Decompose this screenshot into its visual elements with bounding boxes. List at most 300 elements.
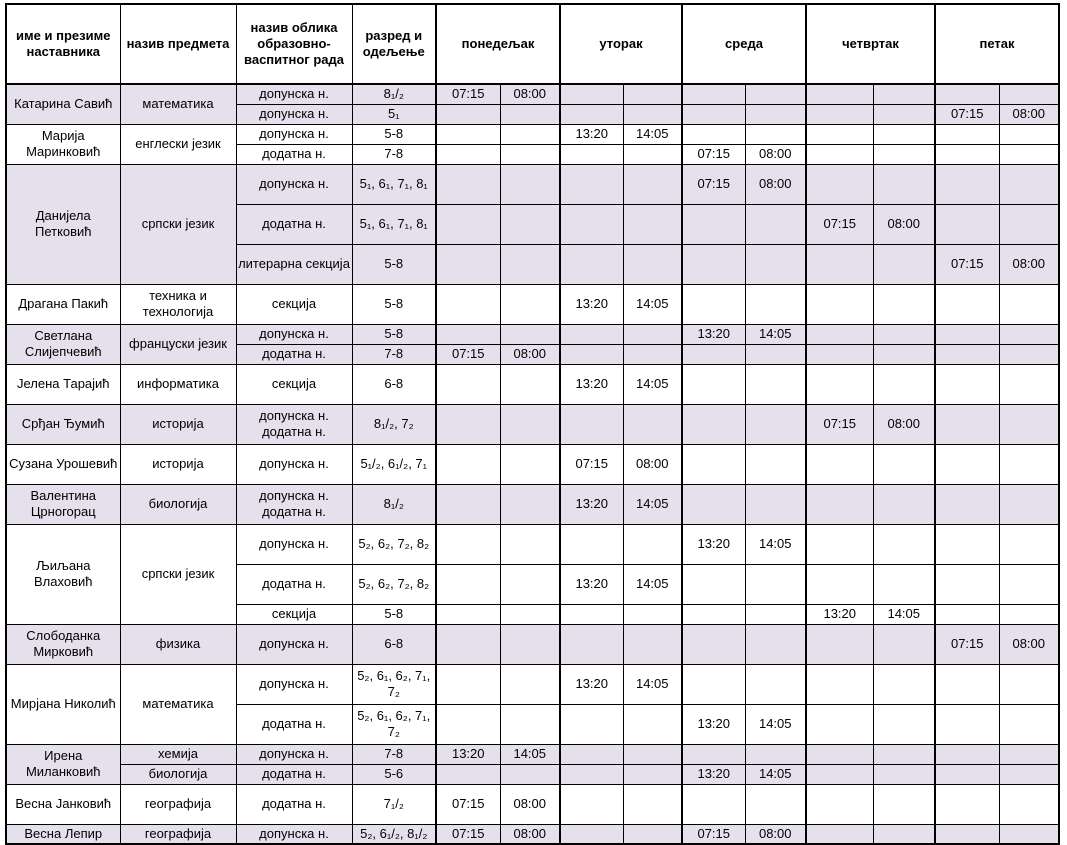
header-friday: петак <box>935 4 1059 84</box>
time-start <box>436 244 500 284</box>
subject-name: биологија <box>120 764 236 784</box>
grade-class: 7-8 <box>352 144 436 164</box>
time-end: 14:05 <box>745 764 806 784</box>
time-start <box>935 84 999 104</box>
time-start <box>436 564 500 604</box>
teacher-name: Ирена Миланковић <box>6 744 120 784</box>
time-start <box>806 824 873 844</box>
time-end: 14:05 <box>623 484 682 524</box>
time-start <box>682 84 745 104</box>
teacher-name: Слободанка Мирковић <box>6 624 120 664</box>
table-row <box>6 284 1059 324</box>
time-end: 08:00 <box>745 144 806 164</box>
time-end: 08:00 <box>500 784 560 824</box>
activity-form: допунска н. <box>236 84 352 104</box>
time-start <box>806 284 873 324</box>
teacher-name: Светлана Слијепчевић <box>6 324 120 364</box>
time-end <box>999 444 1059 484</box>
time-end <box>500 284 560 324</box>
time-start: 13:20 <box>436 744 500 764</box>
time-end <box>999 404 1059 444</box>
time-start <box>682 784 745 824</box>
time-start <box>935 564 999 604</box>
time-end <box>873 784 935 824</box>
time-end <box>999 344 1059 364</box>
table-row <box>6 164 1059 204</box>
time-start <box>560 624 623 664</box>
time-end <box>623 144 682 164</box>
table-row <box>6 484 1059 524</box>
time-start <box>806 344 873 364</box>
header-tuesday: уторак <box>560 4 682 84</box>
time-start: 07:15 <box>436 824 500 844</box>
subject-name: физика <box>120 624 236 664</box>
time-start <box>436 604 500 624</box>
time-end: 08:00 <box>745 164 806 204</box>
subject-name: математика <box>120 664 236 744</box>
time-start <box>806 84 873 104</box>
time-end <box>623 204 682 244</box>
table-row <box>6 364 1059 404</box>
subject-name: енглески језик <box>120 124 236 164</box>
time-start <box>560 344 623 364</box>
table-row <box>6 784 1059 824</box>
time-end <box>873 364 935 404</box>
time-end <box>623 164 682 204</box>
time-start <box>560 84 623 104</box>
time-end <box>745 364 806 404</box>
time-end: 08:00 <box>873 204 935 244</box>
time-end: 14:05 <box>745 324 806 344</box>
time-end: 08:00 <box>745 824 806 844</box>
header-subject: назив предмета <box>120 4 236 84</box>
time-start: 07:15 <box>935 244 999 284</box>
grade-class: 5-8 <box>352 244 436 284</box>
activity-form: допунска н. <box>236 164 352 204</box>
time-start <box>682 484 745 524</box>
activity-form: допунска н. додатна н. <box>236 404 352 444</box>
time-end <box>623 824 682 844</box>
time-start <box>682 244 745 284</box>
time-end <box>745 404 806 444</box>
time-start <box>806 244 873 284</box>
time-start <box>682 364 745 404</box>
time-end <box>623 404 682 444</box>
time-start <box>806 164 873 204</box>
time-end <box>745 784 806 824</box>
time-start <box>935 824 999 844</box>
time-end <box>500 104 560 124</box>
time-start <box>806 764 873 784</box>
time-end <box>873 164 935 204</box>
time-start <box>682 104 745 124</box>
grade-class: 8₁/₂ <box>352 84 436 104</box>
time-end <box>623 604 682 624</box>
teacher-name: Данијела Петковић <box>6 164 120 284</box>
time-start <box>682 204 745 244</box>
time-start <box>806 784 873 824</box>
time-end <box>873 324 935 344</box>
teacher-name: Срђан Ђумић <box>6 404 120 444</box>
time-start: 07:15 <box>560 444 623 484</box>
grade-class: 5₁, 6₁, 7₁, 8₁ <box>352 164 436 204</box>
teacher-name: Весна Лепир <box>6 824 120 844</box>
time-start <box>806 324 873 344</box>
time-end <box>623 344 682 364</box>
time-end <box>873 564 935 604</box>
activity-form: додатна н. <box>236 204 352 244</box>
time-end <box>745 104 806 124</box>
time-start: 07:15 <box>806 404 873 444</box>
time-start <box>682 404 745 444</box>
activity-form: допунска н. <box>236 324 352 344</box>
activity-form: литерарна секција <box>236 244 352 284</box>
time-end <box>745 124 806 144</box>
time-start <box>935 404 999 444</box>
activity-form: секција <box>236 364 352 404</box>
time-start: 07:15 <box>436 84 500 104</box>
time-end <box>623 324 682 344</box>
time-start <box>682 444 745 484</box>
time-start <box>436 364 500 404</box>
time-end <box>999 204 1059 244</box>
time-end <box>873 824 935 844</box>
time-end <box>623 744 682 764</box>
time-start: 07:15 <box>682 144 745 164</box>
time-end <box>745 284 806 324</box>
time-end <box>623 624 682 664</box>
time-end <box>873 244 935 284</box>
time-end <box>500 124 560 144</box>
time-end: 08:00 <box>500 84 560 104</box>
header-form: назив облика образовно-васпитног рада <box>236 4 352 84</box>
time-end <box>623 524 682 564</box>
time-start <box>436 104 500 124</box>
time-start <box>935 324 999 344</box>
teacher-name: Мирјана Николић <box>6 664 120 744</box>
time-end: 14:05 <box>623 564 682 604</box>
subject-name: историја <box>120 444 236 484</box>
time-end <box>623 704 682 744</box>
time-start <box>935 444 999 484</box>
time-end <box>999 764 1059 784</box>
table-row <box>6 404 1059 444</box>
time-end <box>873 284 935 324</box>
time-end <box>623 764 682 784</box>
time-start <box>436 124 500 144</box>
time-start <box>560 824 623 844</box>
time-end <box>500 484 560 524</box>
teacher-name: Весна Јанковић <box>6 784 120 824</box>
grade-class: 5₂, 6₂, 7₂, 8₂ <box>352 564 436 604</box>
time-end <box>999 604 1059 624</box>
time-end: 14:05 <box>745 704 806 744</box>
time-end <box>999 124 1059 144</box>
time-start <box>806 444 873 484</box>
time-start <box>436 484 500 524</box>
time-start <box>560 204 623 244</box>
grade-class: 8₁/₂, 7₂ <box>352 404 436 444</box>
time-end <box>999 284 1059 324</box>
time-start: 13:20 <box>560 364 623 404</box>
time-end: 14:05 <box>623 284 682 324</box>
teacher-name: Катарина Савић <box>6 84 120 124</box>
time-start <box>935 364 999 404</box>
table-row <box>6 664 1059 704</box>
time-end <box>623 244 682 284</box>
time-start: 07:15 <box>682 164 745 204</box>
time-end: 14:05 <box>500 744 560 764</box>
time-start <box>935 144 999 164</box>
activity-form: допунска н. <box>236 444 352 484</box>
time-start <box>935 784 999 824</box>
time-end <box>500 324 560 344</box>
time-start <box>436 524 500 564</box>
time-start <box>682 124 745 144</box>
time-start <box>935 124 999 144</box>
time-start <box>935 764 999 784</box>
time-start <box>935 524 999 564</box>
time-end <box>745 484 806 524</box>
table-row <box>6 624 1059 664</box>
time-start <box>806 704 873 744</box>
time-end <box>999 364 1059 404</box>
schedule-table <box>5 3 1060 845</box>
time-start <box>436 284 500 324</box>
time-end <box>873 344 935 364</box>
time-end <box>999 704 1059 744</box>
time-start <box>806 744 873 764</box>
time-end <box>500 144 560 164</box>
time-start: 13:20 <box>560 284 623 324</box>
header-teacher: име и презиме наставника <box>6 4 120 84</box>
time-end <box>745 444 806 484</box>
time-end <box>500 364 560 404</box>
time-end <box>873 484 935 524</box>
time-start <box>935 344 999 364</box>
grade-class: 7-8 <box>352 744 436 764</box>
time-end <box>500 604 560 624</box>
time-end: 14:05 <box>623 664 682 704</box>
time-start <box>436 664 500 704</box>
time-start <box>935 704 999 744</box>
time-end <box>873 764 935 784</box>
time-end <box>873 104 935 124</box>
time-end <box>745 84 806 104</box>
time-end <box>745 344 806 364</box>
activity-form: допунска н. <box>236 624 352 664</box>
time-start <box>935 664 999 704</box>
time-start <box>560 144 623 164</box>
activity-form: допунска н. додатна н. <box>236 484 352 524</box>
time-start <box>806 104 873 124</box>
time-end <box>500 524 560 564</box>
activity-form: допунска н. <box>236 824 352 844</box>
table-row <box>6 744 1059 764</box>
time-start <box>935 484 999 524</box>
time-end <box>873 704 935 744</box>
subject-name: информатика <box>120 364 236 404</box>
time-start <box>560 704 623 744</box>
time-start <box>935 744 999 764</box>
table-row <box>6 444 1059 484</box>
time-start <box>806 484 873 524</box>
subject-name: хемија <box>120 744 236 764</box>
time-start <box>682 624 745 664</box>
time-end <box>745 564 806 604</box>
time-end <box>873 144 935 164</box>
table-row <box>6 824 1059 844</box>
time-start <box>436 624 500 664</box>
time-end: 14:05 <box>623 364 682 404</box>
time-start <box>436 204 500 244</box>
time-end: 08:00 <box>999 104 1059 124</box>
activity-form: допунска н. <box>236 124 352 144</box>
activity-form: допунска н. <box>236 744 352 764</box>
time-start: 13:20 <box>560 664 623 704</box>
time-end <box>500 204 560 244</box>
grade-class: 5₂, 6₁/₂, 8₁/₂ <box>352 824 436 844</box>
activity-form: додатна н. <box>236 784 352 824</box>
time-start <box>560 164 623 204</box>
time-end <box>873 624 935 664</box>
time-end <box>745 664 806 704</box>
time-start: 07:15 <box>436 344 500 364</box>
time-end <box>999 824 1059 844</box>
time-end <box>873 524 935 564</box>
header-row <box>6 4 1059 84</box>
time-start <box>436 444 500 484</box>
subject-name: историја <box>120 404 236 444</box>
time-start: 07:15 <box>436 784 500 824</box>
time-start <box>436 144 500 164</box>
time-start: 13:20 <box>560 564 623 604</box>
time-end <box>745 244 806 284</box>
time-start <box>560 104 623 124</box>
grade-class: 5-8 <box>352 324 436 344</box>
time-end <box>873 744 935 764</box>
time-start <box>806 624 873 664</box>
subject-name: географија <box>120 784 236 824</box>
grade-class: 5₂, 6₁, 6₂, 7₁, 7₂ <box>352 664 436 704</box>
time-end: 14:05 <box>873 604 935 624</box>
time-start <box>682 744 745 764</box>
grade-class: 7-8 <box>352 344 436 364</box>
grade-class: 5₁, 6₁, 7₁, 8₁ <box>352 204 436 244</box>
subject-name: француски језик <box>120 324 236 364</box>
table-row <box>6 124 1059 144</box>
activity-form: допунска н. <box>236 104 352 124</box>
time-end: 08:00 <box>999 244 1059 284</box>
time-end <box>873 84 935 104</box>
time-end: 14:05 <box>745 524 806 564</box>
table-row <box>6 524 1059 564</box>
time-end <box>873 124 935 144</box>
subject-name: биологија <box>120 484 236 524</box>
grade-class: 5-6 <box>352 764 436 784</box>
time-end <box>999 784 1059 824</box>
time-end <box>623 104 682 124</box>
time-start <box>436 324 500 344</box>
subject-name: математика <box>120 84 236 124</box>
header-grade: разред и одељење <box>352 4 436 84</box>
time-start: 13:20 <box>682 324 745 344</box>
grade-class: 5-8 <box>352 604 436 624</box>
time-end <box>873 664 935 704</box>
time-end <box>999 744 1059 764</box>
time-start <box>935 164 999 204</box>
activity-form: додатна н. <box>236 344 352 364</box>
time-start <box>935 604 999 624</box>
time-end: 08:00 <box>999 624 1059 664</box>
activity-form: секција <box>236 604 352 624</box>
grade-class: 5-8 <box>352 124 436 144</box>
time-end <box>500 704 560 744</box>
time-end <box>500 404 560 444</box>
time-end <box>500 764 560 784</box>
time-start: 13:20 <box>806 604 873 624</box>
time-start <box>436 404 500 444</box>
header-thursday: четвртак <box>806 4 935 84</box>
time-end <box>999 484 1059 524</box>
time-start <box>935 284 999 324</box>
time-end <box>999 84 1059 104</box>
time-end <box>623 84 682 104</box>
subject-name: техника и технологија <box>120 284 236 324</box>
time-start <box>560 244 623 284</box>
time-end <box>999 564 1059 604</box>
time-end <box>999 664 1059 704</box>
time-start: 13:20 <box>560 124 623 144</box>
time-start <box>436 164 500 204</box>
time-end <box>999 324 1059 344</box>
subject-name: географија <box>120 824 236 844</box>
time-start: 07:15 <box>806 204 873 244</box>
time-start <box>935 204 999 244</box>
grade-class: 8₁/₂ <box>352 484 436 524</box>
time-end: 08:00 <box>500 824 560 844</box>
time-end <box>500 664 560 704</box>
activity-form: додатна н. <box>236 564 352 604</box>
teacher-name: Љиљана Влаховић <box>6 524 120 624</box>
time-end <box>745 204 806 244</box>
grade-class: 6-8 <box>352 364 436 404</box>
time-end <box>500 624 560 664</box>
time-end <box>623 784 682 824</box>
time-start: 13:20 <box>682 704 745 744</box>
time-end: 08:00 <box>500 344 560 364</box>
time-start <box>682 564 745 604</box>
time-start <box>806 144 873 164</box>
time-start <box>806 564 873 604</box>
grade-class: 5₂, 6₁, 6₂, 7₁, 7₂ <box>352 704 436 744</box>
time-end <box>500 164 560 204</box>
time-start <box>560 604 623 624</box>
time-end: 08:00 <box>873 404 935 444</box>
subject-name: српски језик <box>120 524 236 624</box>
time-start <box>806 664 873 704</box>
time-start <box>560 404 623 444</box>
table-row <box>6 84 1059 104</box>
time-end <box>999 144 1059 164</box>
time-start <box>806 524 873 564</box>
time-start: 13:20 <box>682 524 745 564</box>
time-start <box>682 344 745 364</box>
time-start <box>682 284 745 324</box>
activity-form: секција <box>236 284 352 324</box>
time-start <box>560 784 623 824</box>
subject-name: српски језик <box>120 164 236 284</box>
